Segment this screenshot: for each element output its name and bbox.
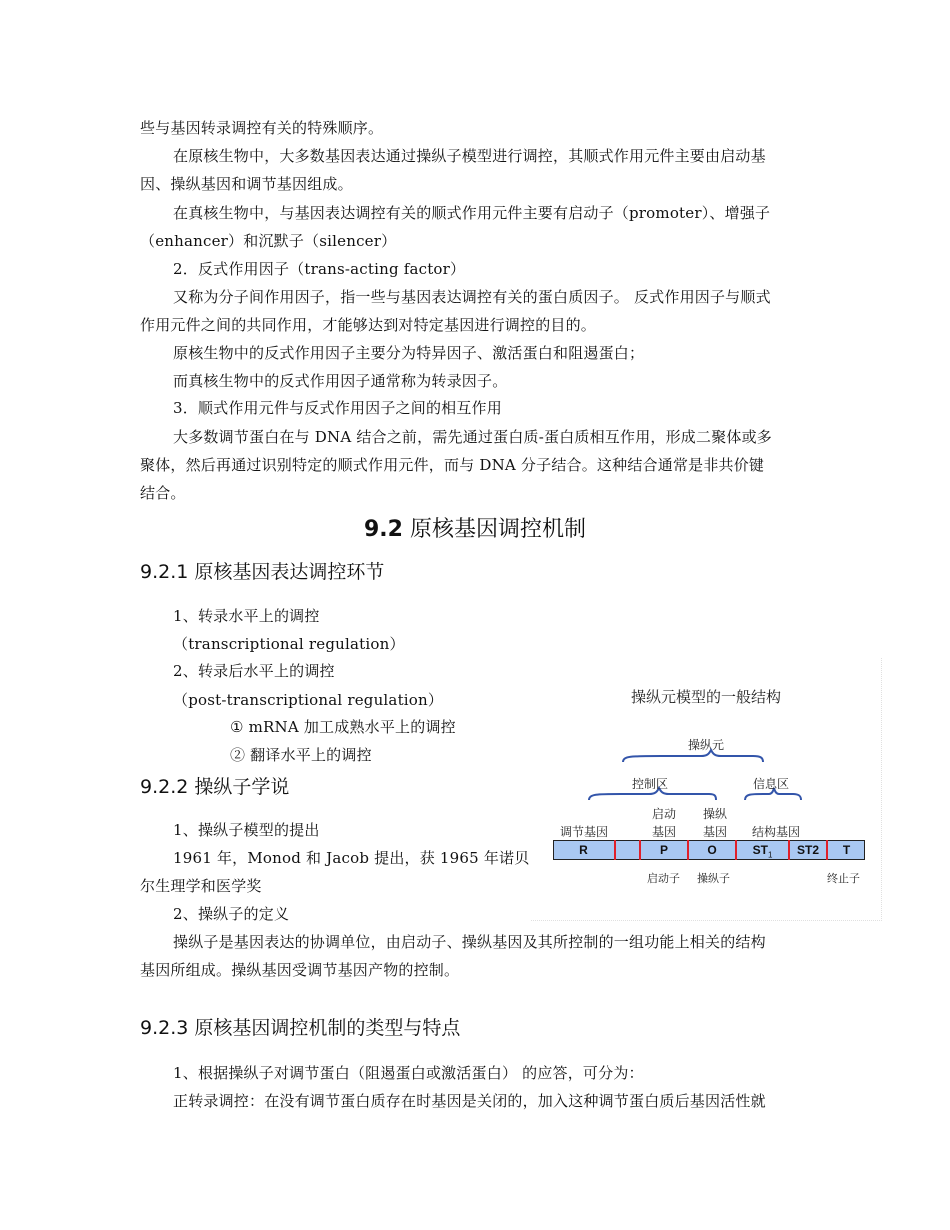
operon-diagram bbox=[531, 658, 882, 921]
paragraph: 在原核生物中，大多数基因表达通过操纵子模型进行调控，其顺式作用元件主要由启动基 bbox=[173, 147, 766, 165]
paragraph: 作用元件之间的共同作用，才能够达到对特定基因进行调控的目的。 bbox=[140, 316, 597, 334]
segment-t: T bbox=[842, 843, 851, 857]
paragraph: 而真核生物中的反式作用因子通常称为转录因子。 bbox=[173, 372, 508, 390]
list-item: （transcriptional regulation） bbox=[173, 635, 405, 653]
list-item: ② 翻译水平上的调控 bbox=[230, 746, 372, 764]
list-item: 2、转录后水平上的调控 bbox=[173, 662, 335, 680]
paragraph: 聚体，然后再通过识别特定的顺式作用元件，而与 DNA 分子结合。这种结合通常是非共价键 bbox=[140, 456, 765, 474]
promoter-gene-label-line2: 基因 bbox=[652, 825, 677, 839]
subsection-heading: 9.2.2 操纵子学说 bbox=[140, 776, 290, 798]
paragraph: 因、操纵基因和调节基因组成。 bbox=[140, 175, 353, 193]
segment-st2: ST2 bbox=[796, 843, 819, 857]
paragraph: 正转录调控：在没有调节蛋白质存在时基因是关闭的，加入这种调节蛋白质后基因活性就 bbox=[173, 1092, 766, 1110]
paragraph: 原核生物中的反式作用因子主要分为特异因子、激活蛋白和阻遏蛋白； bbox=[173, 344, 645, 362]
segment-o: O bbox=[707, 843, 717, 857]
paragraph: 大多数调节蛋白在与 DNA 结合之前，需先通过蛋白质-蛋白质相互作用，形成二聚体或多 bbox=[173, 428, 772, 446]
operator-gene-label-line2: 基因 bbox=[703, 825, 728, 839]
list-item: （post-transcriptional regulation） bbox=[173, 691, 444, 709]
list-item: 1、根据操纵子对调节蛋白（阻遏蛋白或激活蛋白） 的应答，可分为： bbox=[173, 1064, 644, 1082]
segment-r: R bbox=[579, 843, 588, 857]
subsection-heading: 9.2.3 原核基因调控机制的类型与特点 bbox=[140, 1017, 461, 1039]
paragraph: 又称为分子间作用因子，指一些与基因表达调控有关的蛋白质因子。 反式作用因子与顺式 bbox=[173, 288, 771, 306]
paragraph: 在真核生物中，与基因表达调控有关的顺式作用元件主要有启动子（promoter）、增强子 bbox=[173, 204, 771, 222]
segment-st1-subscript: 1 bbox=[767, 850, 773, 860]
terminator-label: 终止子 bbox=[827, 872, 860, 885]
list-item: 1、转录水平上的调控 bbox=[173, 607, 320, 625]
paragraph: 操纵子是基因表达的协调单位，由启动子、操纵基因及其所控制的一组功能上相关的结构 bbox=[173, 933, 766, 951]
segment-st1-label: ST bbox=[752, 843, 768, 857]
promoter-gene-label-line1: 启动 bbox=[652, 807, 677, 821]
operator-label: 操纵子 bbox=[697, 872, 730, 885]
control-region-label: 控制区 bbox=[632, 777, 669, 791]
paragraph: （enhancer）和沉默子（silencer） bbox=[140, 232, 397, 250]
segment-divider bbox=[614, 840, 616, 860]
segment-st1 bbox=[737, 840, 788, 860]
section-number: 9.2 bbox=[364, 517, 403, 542]
paragraph: 1961 年，Monod 和 Jacob 提出，获 1965 年诺贝 bbox=[173, 849, 530, 867]
section-title: 原核基因调控机制 bbox=[409, 517, 586, 542]
operon-bracket bbox=[623, 750, 763, 762]
operon-label: 操纵元 bbox=[688, 738, 725, 752]
figure-title: 操纵元模型的一般结构 bbox=[630, 688, 781, 706]
subsection-heading: 9.2.1 原核基因表达调控环节 bbox=[140, 561, 385, 583]
paragraph: 结合。 bbox=[140, 484, 186, 502]
structural-gene-label: 结构基因 bbox=[752, 825, 801, 839]
paragraph: 尔生理学和医学奖 bbox=[140, 877, 262, 895]
list-item: 2、操纵子的定义 bbox=[173, 905, 290, 923]
paragraph: 些与基因转录调控有关的特殊顺序。 bbox=[140, 119, 384, 137]
list-item: ① mRNA 加工成熟水平上的调控 bbox=[230, 718, 456, 736]
paragraph: 基因所组成。操纵基因受调节基因产物的控制。 bbox=[140, 961, 460, 979]
segment-p: P bbox=[659, 843, 668, 857]
promoter-label: 启动子 bbox=[647, 872, 680, 885]
list-heading: 3．顺式作用元件与反式作用因子之间的相互作用 bbox=[173, 399, 502, 417]
regulatory-gene-label: 调节基因 bbox=[560, 825, 609, 839]
info-region-label: 信息区 bbox=[753, 777, 790, 791]
operator-gene-label-line1: 操纵 bbox=[703, 807, 728, 821]
list-item: 1、操纵子模型的提出 bbox=[173, 821, 320, 839]
section-heading bbox=[0, 512, 950, 548]
list-heading: 2．反式作用因子（trans-acting factor） bbox=[173, 260, 466, 278]
